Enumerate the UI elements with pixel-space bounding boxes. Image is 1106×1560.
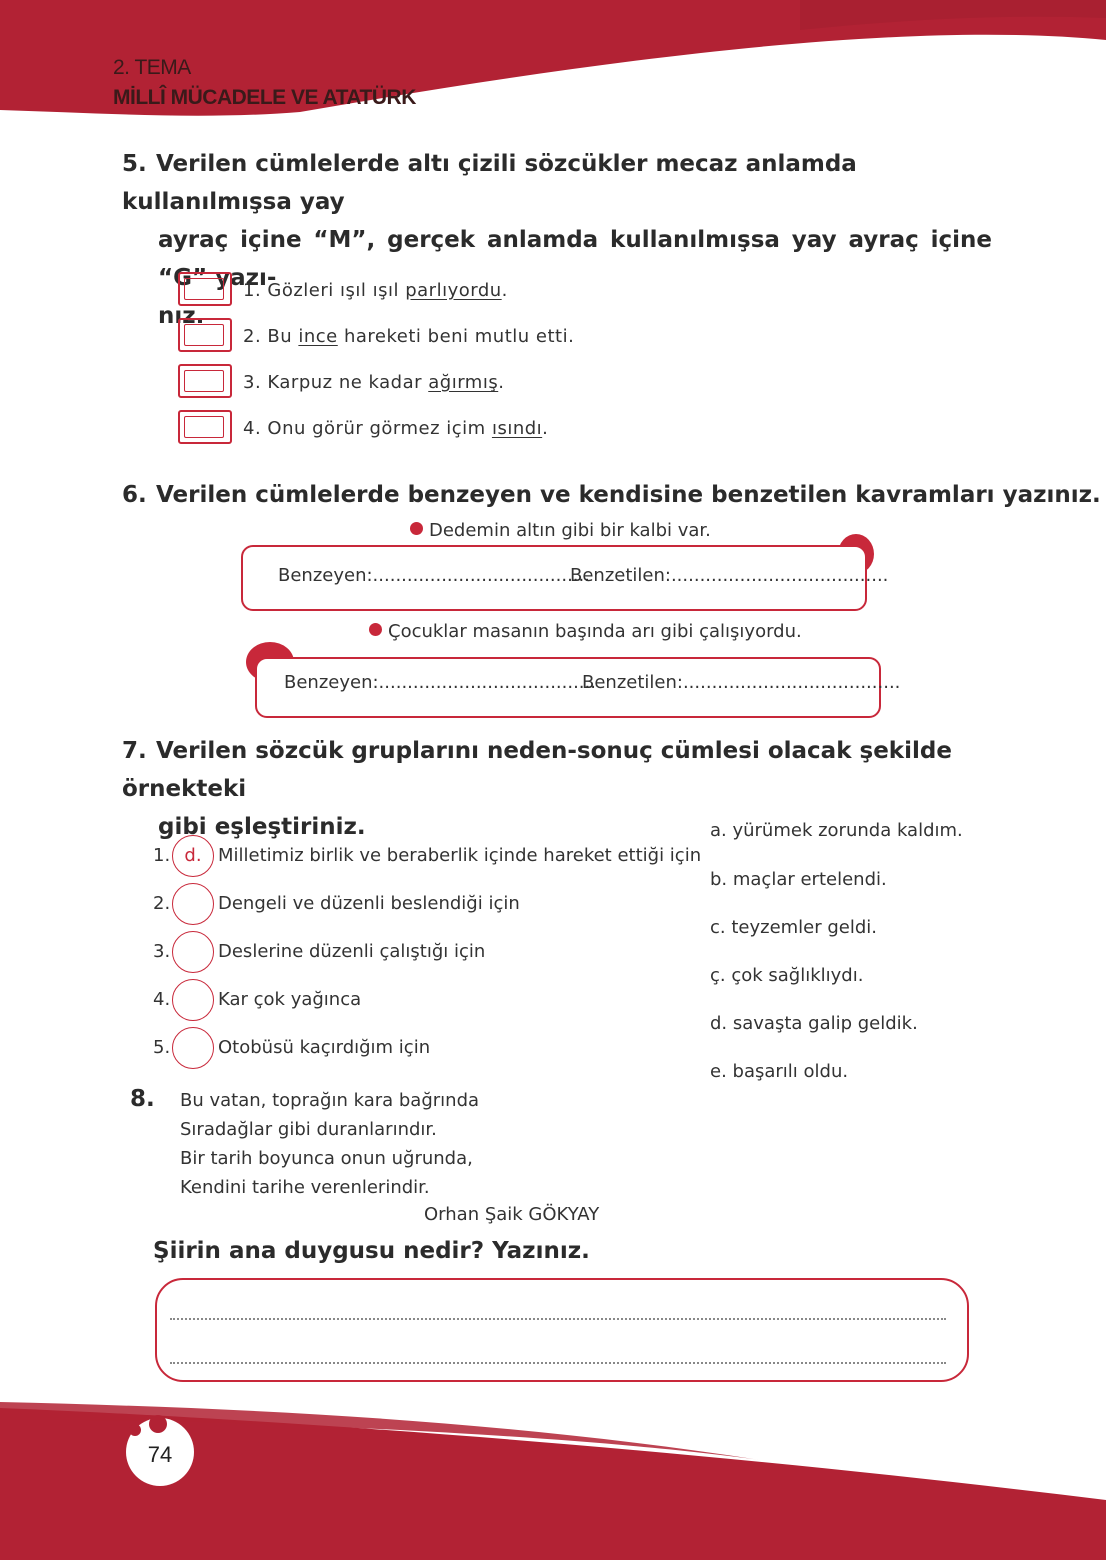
answer-box-2[interactable]: [178, 318, 232, 352]
answer-line-2[interactable]: [170, 1362, 946, 1364]
question-7-line-1: Verilen sözcük gruplarını neden-sonuç cümlesi olacak şekilde örnekteki: [122, 738, 952, 802]
poem-author: Orhan Şaik GÖKYAY: [424, 1204, 600, 1225]
q7-left-num-5: 5.: [153, 1037, 171, 1058]
question-7-number: 7.: [122, 738, 147, 764]
q7-left-num-1: 1.: [153, 845, 171, 866]
bullet-icon: [369, 623, 382, 636]
benzeyen-field-1[interactable]: Benzeyen:......................................: [278, 565, 590, 586]
answer-line-1[interactable]: [170, 1318, 946, 1320]
answer-box-3[interactable]: [178, 364, 232, 398]
question-6-title: [122, 476, 1101, 514]
match-circle-3[interactable]: [172, 931, 214, 973]
question-5-title: [122, 145, 992, 335]
answer-box-4[interactable]: [178, 410, 232, 444]
answer-area[interactable]: [155, 1278, 969, 1382]
question-5-line-1: Verilen cümlelerde altı çizili sözcükler mecaz anlamda kullanılmışsa yay: [122, 151, 857, 215]
q7-left-num-4: 4.: [153, 989, 171, 1010]
benzetilen-field-2[interactable]: Benzetilen:......................................: [582, 672, 901, 693]
question-8-number: 8.: [130, 1086, 155, 1112]
match-circle-4[interactable]: [172, 979, 214, 1021]
question-6-text: Verilen cümlelerde benzeyen ve kendisine benzetilen kavramları yazınız.: [156, 482, 1101, 508]
q7-left-num-3: 3.: [153, 941, 171, 962]
poem-line-2: Sıradağlar gibi duranlarındır.: [180, 1119, 437, 1140]
theme-number: 2. TEMA: [113, 56, 191, 79]
poem-line-4: Kendini tarihe verenlerindir.: [180, 1177, 430, 1198]
answer-box-1[interactable]: [178, 272, 232, 306]
q7-left-item-1: Milletimiz birlik ve beraberlik içinde hareket ettiği için: [218, 845, 702, 866]
q5-sentence-3: [243, 372, 504, 393]
q5-sentence-3-post: .: [498, 372, 505, 393]
question-5-line-2: ayraç içine “M”, gerçek anlamda kullanılmışsa yay ayraç içine “G” yazı-: [158, 227, 992, 291]
q7-right-item-cc: ç. çok sağlıklıydı.: [710, 965, 864, 986]
q5-sentence-2-post: hareketi beni mutlu etti.: [337, 326, 575, 347]
question-5-line-3: nız.: [158, 303, 205, 329]
benzeyen-field-2[interactable]: Benzeyen:......................................: [284, 672, 596, 693]
match-circle-5[interactable]: [172, 1027, 214, 1069]
question-6-number: 6.: [122, 482, 147, 508]
q7-left-num-2: 2.: [153, 893, 171, 914]
q5-sentence-1: [243, 280, 508, 301]
q7-left-item-5: Otobüsü kaçırdığım için: [218, 1037, 431, 1058]
q6-sentence-1: [410, 520, 711, 541]
q5-sentence-3-pre: 3. Karpuz ne kadar: [243, 372, 429, 393]
q6-sentence-2-text: Çocuklar masanın başında arı gibi çalışıyordu.: [388, 621, 802, 642]
q5-sentence-3-word: ağırmış: [428, 372, 499, 393]
q5-sentence-4-post: .: [542, 418, 549, 439]
benzetilen-field-1[interactable]: Benzetilen:......................................: [570, 565, 889, 586]
q5-sentence-2: [243, 326, 574, 347]
question-5-number: 5.: [122, 151, 147, 177]
poem: [180, 1086, 479, 1202]
q7-left-item-2: Dengeli ve düzenli beslendiği için: [218, 893, 520, 914]
q5-sentence-2-pre: 2. Bu: [243, 326, 299, 347]
q7-right-item-e: e. başarılı oldu.: [710, 1061, 849, 1082]
q5-sentence-1-post: .: [501, 280, 508, 301]
q7-left-item-4: Kar çok yağınca: [218, 989, 362, 1010]
q5-sentence-4: [243, 418, 548, 439]
q5-sentence-1-pre: 1. Gözleri ışıl ışıl: [243, 280, 406, 301]
q7-right-item-d: d. savaşta galip geldik.: [710, 1013, 918, 1034]
q6-sentence-1-text: Dedemin altın gibi bir kalbi var.: [429, 520, 711, 541]
match-circle-2[interactable]: [172, 883, 214, 925]
poem-line-1: Bu vatan, toprağın kara bağrında: [180, 1090, 480, 1111]
poem-line-3: Bir tarih boyunca onun uğrunda,: [180, 1148, 473, 1169]
page-number: 74: [147, 1442, 173, 1467]
q7-right-item-c: c. teyzemler geldi.: [710, 917, 878, 938]
q7-left-item-3: Deslerine düzenli çalıştığı için: [218, 941, 486, 962]
q6-sentence-2: [369, 621, 802, 642]
q5-sentence-4-pre: 4. Onu görür görmez içim: [243, 418, 492, 439]
q5-sentence-1-word: parlıyordu: [405, 280, 502, 301]
match-circle-1[interactable]: d.: [172, 835, 214, 877]
q5-sentence-2-word: ince: [298, 326, 338, 347]
theme-title: MİLLÎ MÜCADELE VE ATATÜRK: [113, 86, 416, 109]
q7-right-item-b: b. maçlar ertelendi.: [710, 869, 887, 890]
question-7-line-2: gibi eşleştiriniz.: [158, 814, 366, 840]
q7-right-item-a: a. yürümek zorunda kaldım.: [710, 820, 963, 841]
q5-sentence-4-word: ısındı: [491, 418, 543, 439]
question-8-text: Şiirin ana duygusu nedir? Yazınız.: [153, 1238, 590, 1264]
bullet-icon: [410, 522, 423, 535]
